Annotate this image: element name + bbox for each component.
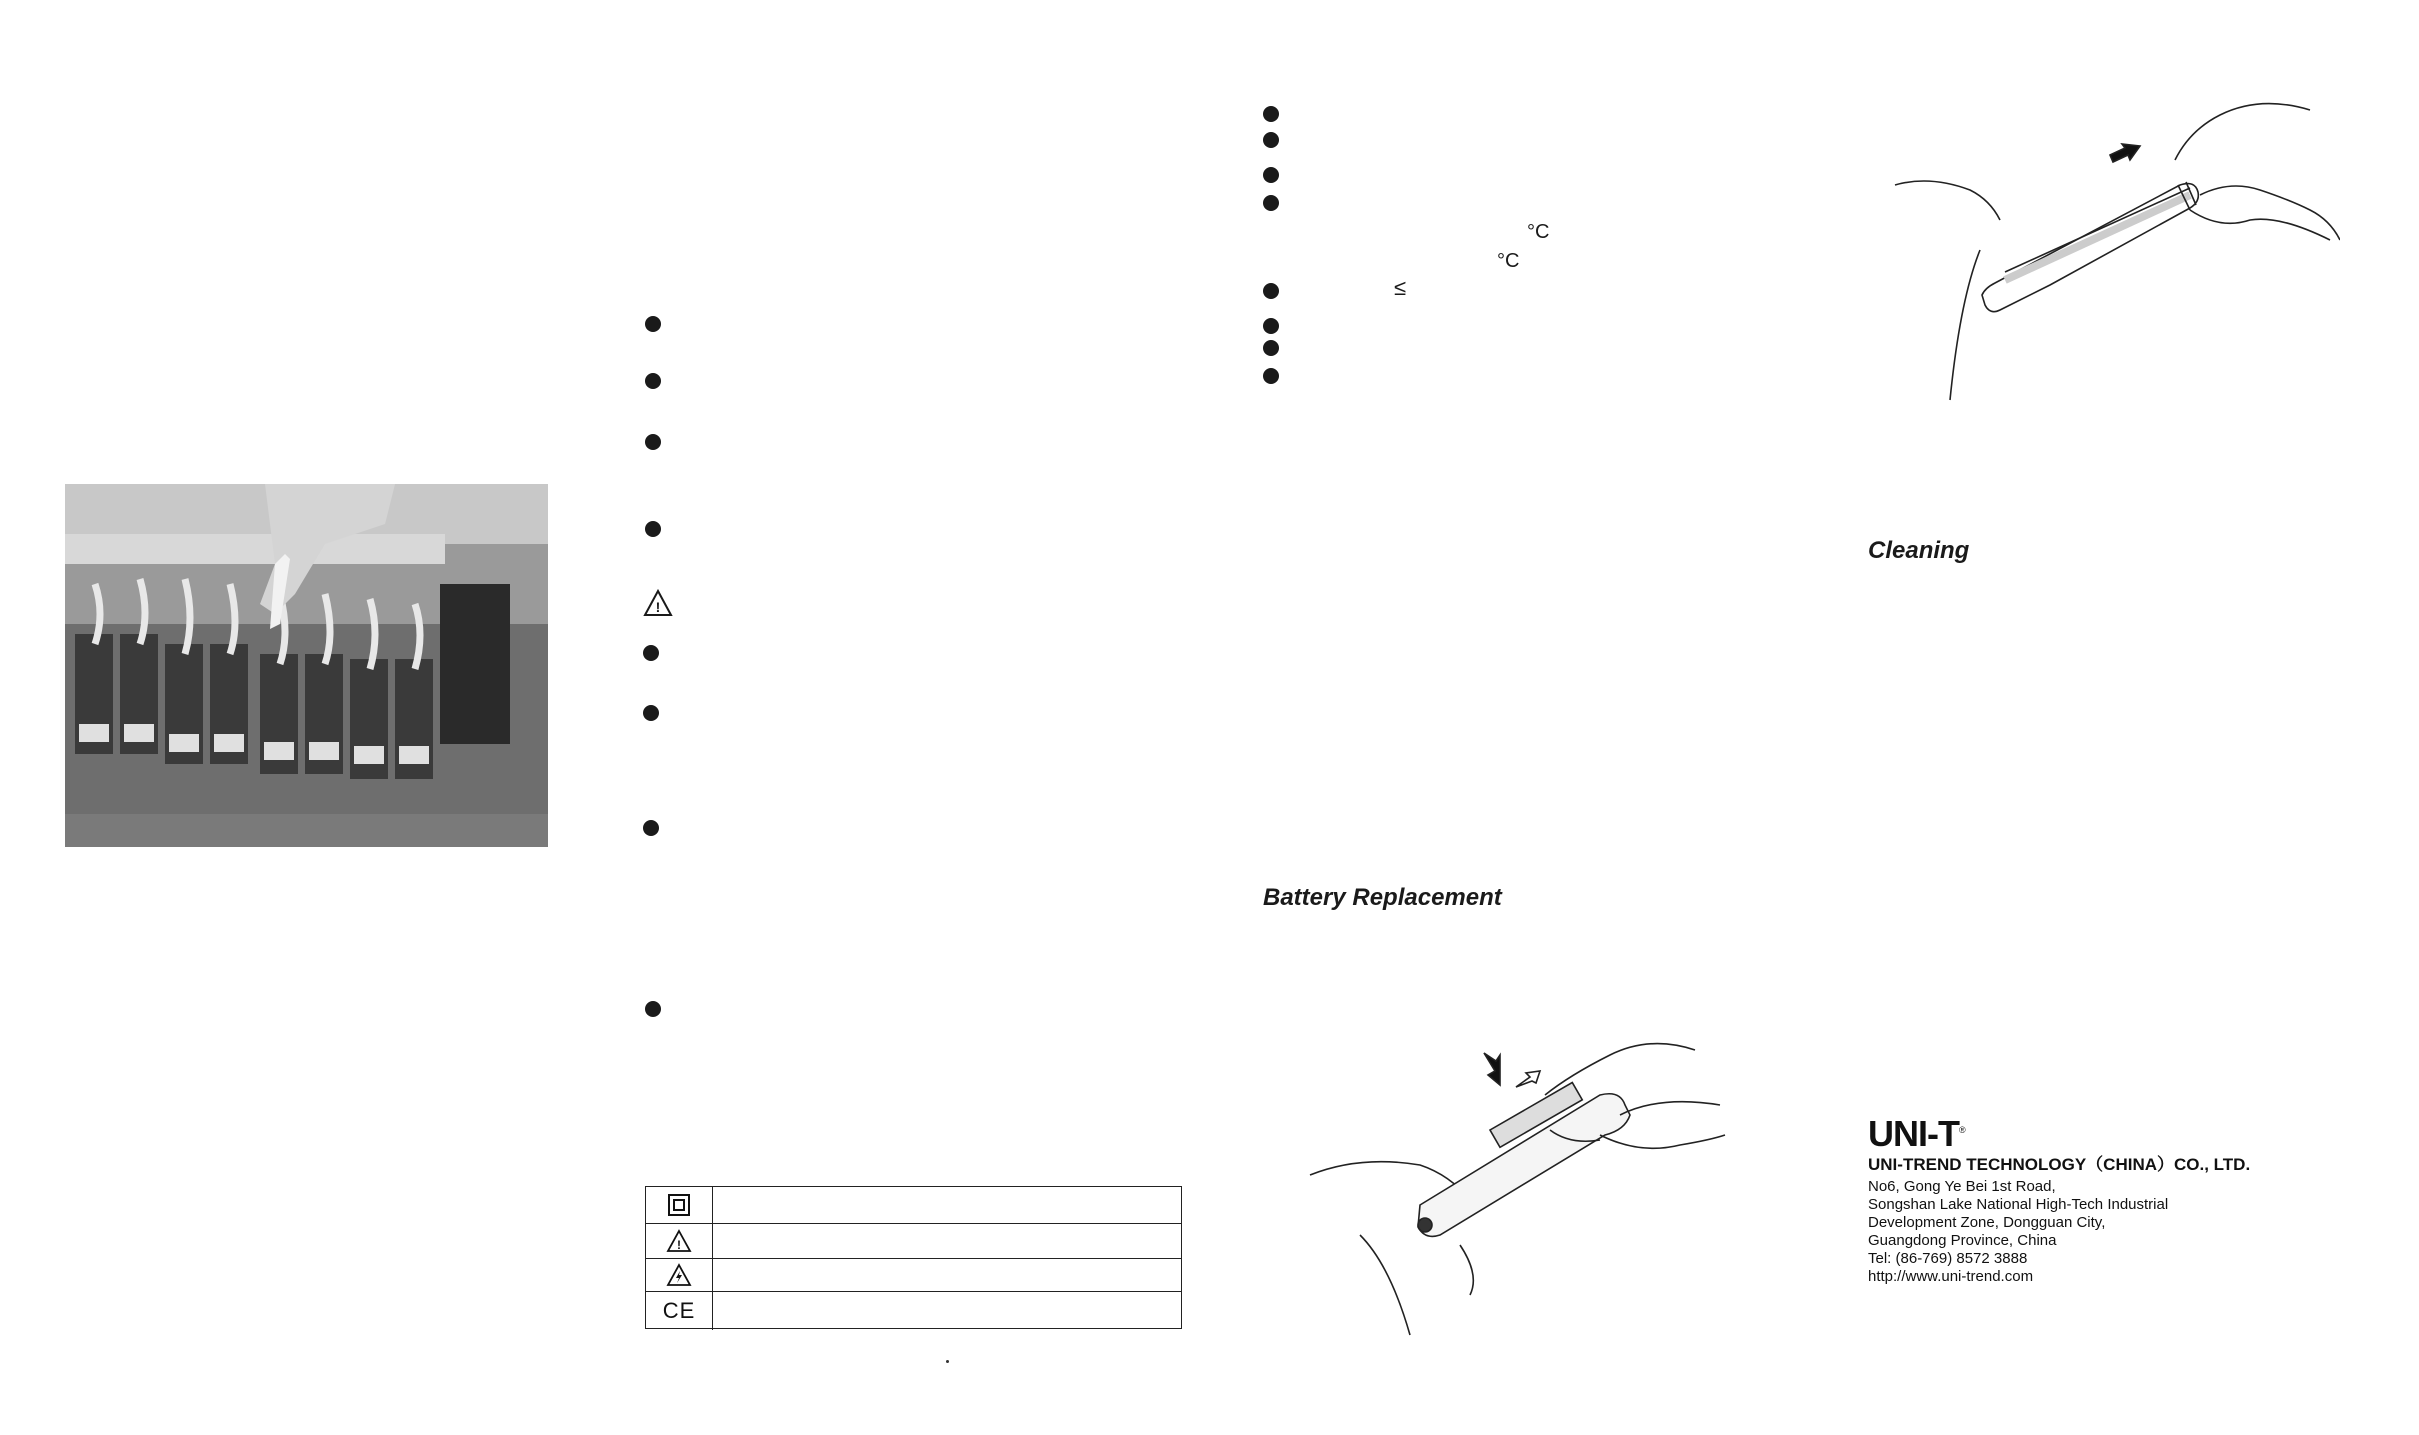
address-line: Development Zone, Dongguan City, (1868, 1214, 2106, 1231)
bullet-marker (645, 434, 661, 450)
symbols-table (645, 1186, 1182, 1329)
bullet-marker (645, 521, 661, 537)
table-row (646, 1291, 1181, 1330)
battery-replacement-illustration (1300, 1035, 1730, 1350)
table-row (646, 1187, 1181, 1223)
less-equal-symbol: ≤ (1394, 275, 1407, 300)
double-insulation-icon (646, 1187, 713, 1223)
usage-photo (65, 484, 548, 847)
table-row (646, 1223, 1181, 1258)
phone-number: Tel: (86-769) 8572 3888 (1868, 1250, 2028, 1267)
warning-triangle-icon (643, 589, 673, 622)
website-link[interactable]: http://www.uni-trend.com (1868, 1268, 2034, 1285)
svg-text:!: ! (655, 599, 661, 615)
bullet-marker (643, 705, 659, 721)
bullet-marker (645, 1001, 661, 1017)
cleaning-heading: Cleaning (1868, 537, 1970, 564)
bullet-marker (645, 373, 661, 389)
warning-triangle-icon (646, 1224, 713, 1258)
bullet-marker (1263, 167, 1279, 183)
page-dot (946, 1360, 949, 1363)
ce-mark-icon (646, 1292, 713, 1330)
ce-mark-label: CE (662, 1298, 696, 1323)
battery-replacement-heading: Battery Replacement (1263, 884, 1502, 911)
bullet-marker (1263, 318, 1279, 334)
bullet-marker (1263, 132, 1279, 148)
bullet-marker (1263, 283, 1279, 299)
address-line: Guangdong Province, China (1868, 1232, 2057, 1249)
high-voltage-icon (646, 1259, 713, 1291)
brand-logo: UNI-T® (1868, 1113, 1965, 1154)
bullet-marker (645, 316, 661, 332)
table-row (646, 1258, 1181, 1291)
bullet-marker (1263, 106, 1279, 122)
bullet-marker (643, 820, 659, 836)
bullet-marker (1263, 195, 1279, 211)
svg-text:!: ! (677, 1238, 681, 1252)
bullet-marker (1263, 368, 1279, 384)
bullet-marker (1263, 340, 1279, 356)
cap-removal-illustration (1890, 100, 2340, 415)
celsius-unit: °C (1527, 221, 1550, 243)
address-line: No6, Gong Ye Bei 1st Road, (1868, 1178, 2056, 1195)
bullet-marker (643, 645, 659, 661)
celsius-unit: °C (1497, 250, 1520, 272)
address-line: Songshan Lake National High-Tech Industrial (1868, 1196, 2169, 1213)
company-name: UNI-TREND TECHNOLOGY（CHINA）CO., LTD. (1868, 1155, 2251, 1174)
